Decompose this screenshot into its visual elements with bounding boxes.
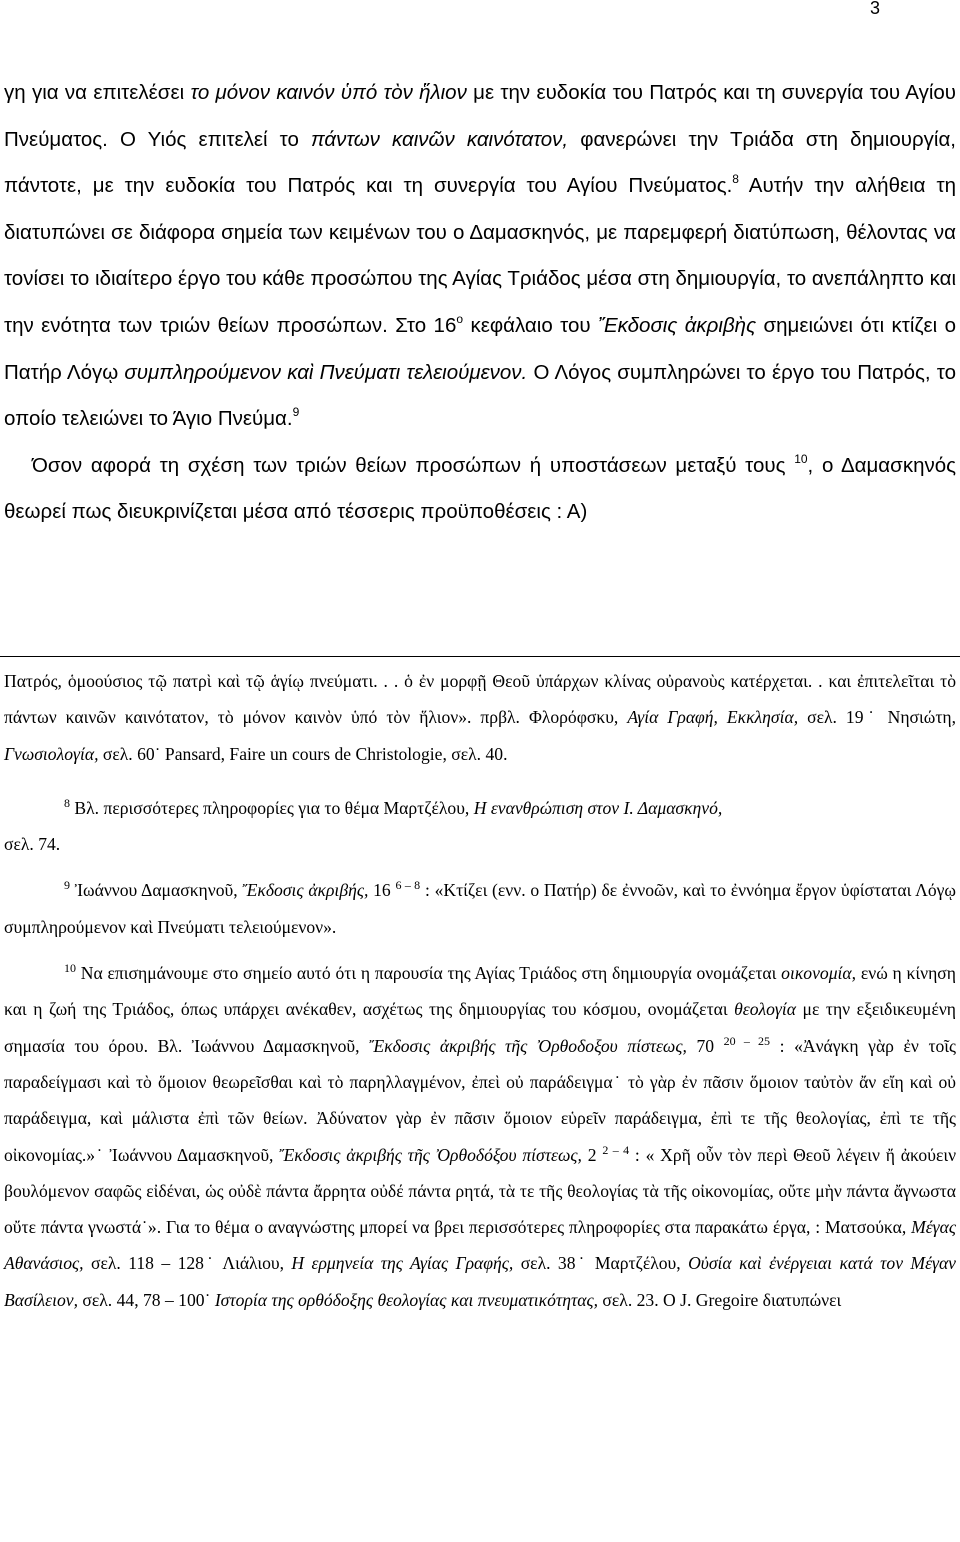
text-run: , ο Δαμασκηνός θεωρεί πως διευκρινίζεται μέσα από τέσσερις προϋποθέσεις : Α) — [4, 453, 956, 524]
text-run: ενώ η κίνηση και η ζωή της Τριάδος, όπως υπάρχει ανέκαθεν, ασχέτως της δημιουργίας του κόσμου, ονομάζεται — [4, 963, 956, 1020]
footnote-number: 10 — [64, 961, 76, 976]
line-range-superscript: 2 – 4 — [602, 1142, 630, 1157]
italic-title: Γνωσιολογία, — [4, 743, 99, 764]
text-run: 2 — [581, 1144, 603, 1165]
footnote-ref-8: 8 — [732, 172, 739, 187]
line-range-superscript: 6 – 8 — [395, 878, 421, 893]
text-run: Βλ. περισσότερες πληροφορίες για το θέμα Μαρτζέλου, — [70, 797, 474, 818]
italic-title: Η ενανθρώπιση στον Ι. Δαμασκηνό, — [473, 797, 723, 818]
text-run: Αυτήν την αλήθεια τη διατυπώνει σε διάφορα σημεία των κειμένων του ο Δαμασκηνός, με παρεμφερή διατύπωση, θέλοντας να τονίσει το ιδιαίτερο έργο του κάθε προσώπου της Αγίας Τριάδος μέσα στη δημιουργία, το ανεπάληπτο και την ενότητα των τριών θείων προσώπων. Στο 16 — [4, 174, 956, 337]
text-run: σελ. 74. — [4, 834, 61, 855]
text-run: σελ. 44, 78 – 100˙ — [78, 1289, 215, 1310]
footnote-10 — [4, 955, 956, 1318]
paragraph — [4, 70, 956, 443]
text-run: γη για να επιτελέσει — [4, 81, 191, 104]
text-run: κεφάλαιο του — [463, 313, 598, 337]
paragraph — [4, 443, 956, 536]
footnote-separator — [0, 656, 960, 657]
text-run: Όσον αφορά τη σχέση των τριών θείων προσώπων ή υποστάσεων μεταξύ τους — [32, 453, 795, 477]
italic-title: Ἔκδοσις ἀκριβὴς — [597, 313, 757, 337]
italic-title: Αγία Γραφή, Εκκλησία, — [627, 707, 799, 728]
text-run: : «Κτίζει (ενν. ο Πατήρ) δε ἐννοῶν, καὶ το ἐννόημα ἔργον ὑφίσταται Λόγῳ συμπληρούμενον καὶ Πνεύματι τελειούμενον». — [4, 880, 957, 937]
text-run: φανερώνει την Τριάδα στη δημιουργία, πάντοτε, με την ευδοκία του Πατρός και τη συνεργία του Αγίου Πνεύματος. — [4, 127, 956, 198]
text-run: 16 — [368, 880, 396, 901]
page-number: 3 — [869, 0, 880, 18]
italic-title: Οὐσία καὶ ἐνέργειαι κατά τον Μέγαν Βασίλειον, — [4, 1253, 956, 1310]
footnote-continuation — [4, 663, 956, 772]
italic-title: Ἔκδοσις ἀκριβής τῆς Ὀρθοδόξου πίστεως, — [279, 1144, 582, 1165]
italic-title: Ἔκδοσις ἀκριβής τῆς Ὀρθοδοξου πίστεως, — [369, 1035, 687, 1056]
text-run: με την εξειδικευμένη σημασία του όρου. Βλ. Ἰωάννου Δαμασκηνοῦ, — [4, 999, 956, 1056]
italic-title: Ἔκδοσις ἀκριβής, — [242, 880, 369, 901]
footnote-ref-9: 9 — [292, 405, 300, 420]
main-text — [4, 70, 956, 536]
spacer — [4, 772, 956, 790]
italic-title: Μέγας Αθανάσιος, — [4, 1217, 956, 1274]
text-run: σελ. 23. Ο J. Gregoire διατυπώνει — [598, 1289, 842, 1310]
text-run: σελ. 60˙ Pansard, Faire un cours de Christologie, σελ. 40. — [98, 743, 508, 764]
text-run: Να επισημάνουμε στο σημείο αυτό ότι η παρουσία της Αγίας Τριάδος στη δημιουργία ονομάζεται — [76, 963, 782, 984]
footnote-8 — [4, 790, 956, 863]
footnote-number: 9 — [64, 878, 70, 893]
text-run: σελ. 118 – 128˙ Λιάλιου, — [83, 1253, 292, 1274]
line-range-superscript: 20 – 25 — [723, 1033, 771, 1048]
footnote-9 — [4, 872, 956, 945]
italic-title: Η ερμηνεία της Αγίας Γραφής, — [291, 1253, 514, 1274]
italic-title: Ιστορία της ορθόδοξης θεολογίας και πνευματικότητας, — [214, 1289, 599, 1310]
text-run: με την ευδοκία του Πατρός και τη συνεργία του Αγίου Πνεύματος. Ο Υιός επιτελεί το — [4, 81, 956, 151]
text-run: Πατρός, ὁμοούσιος τῷ πατρὶ καὶ τῷ ἁγίῳ πνεύματι. . . ὁ ἐν μορφῇ Θεοῦ ὑπάρχων κλίνας οὐρανοὺς κατέρχεται. . και ἐπιτελεῖται τὸ πάντων καινῶν καινότατον, τὸ μόνον καινὸν ὑπό τὸν ἥλιον». πρβλ. Φλορόφσκυ, — [4, 671, 956, 728]
text-run: σελ. 38˙ Μαρτζέλου, — [513, 1253, 689, 1274]
text-run: σελ. 19˙ Νησιώτη, — [798, 707, 956, 728]
italic-quote: συμπληρούμενον καὶ Πνεύματι τελειούμενον. — [124, 360, 528, 384]
text-run: : « Χρῆ οὖν τὸν περὶ Θεοῦ λέγειν ἤ ἀκούειν βουλόμενον σαφῶς εἰδέναι, ὡς οὐδὲ πάντα ἄρρητα οὐδέ πάντα ρητά, τὰ τε τῆς θεολογίας τὰ τῆς οἰκονομίας, οὔτε μὴν πάντα ἄγνωστα οὔτε πάντα γνωστά˙». Για το θέμα ο αναγνώστης μπορεί να βρει περισσότερες πληροφορίες στα παρακάτω έργα, : Ματσούκα, — [4, 1144, 957, 1238]
footnote-ref-10: 10 — [794, 451, 808, 466]
text-run: Ἰωάννου Δαμασκηνοῦ, — [70, 880, 243, 901]
text-run: : «Ἀνάγκη γὰρ ἐν τοῖς παραδείγμασι καὶ τὸ ὅμοιον θεωρεῖσθαι καὶ τὸ παρηλλαγμένον, ἐπεὶ οὐ παράδειγμα˙ τὸ γὰρ ἐν πᾶσιν ὅμοιον ταὐτὸν ἄν εἴη καὶ οὐ παράδειγμα, καὶ μάλιστα ἐπὶ τῶν θείων. Ἀδύνατον γὰρ ἐν πᾶσιν ὅμοιον εὑρεῖν παράδειγμα, ἐπὶ τε τῆς θεολογίας, ἐπὶ τε τῆς οἰκονομίας.»˙ Ἰωάννου Δαμασκηνοῦ, — [4, 1035, 957, 1165]
ordinal-superscript: ο — [456, 311, 464, 326]
footnotes — [4, 663, 956, 1318]
text-run: 70 — [686, 1035, 724, 1056]
text-run: σημειώνει ότι κτίζει ο Πατήρ Λόγῳ — [4, 313, 956, 384]
italic-term: θεολογία — [734, 999, 796, 1020]
footnote-number: 8 — [64, 795, 70, 810]
italic-quote: πάντων καινῶν καινότατον, — [310, 127, 569, 151]
italic-term: οικονομία, — [781, 963, 857, 984]
italic-quote: το μόνον καινόν ὑπό τὸν ἥλιον — [190, 81, 467, 104]
text-run: Ο Λόγος συμπληρώνει το έργο του Πατρός, το οποίο τελειώνει το Άγιο Πνεύμα. — [4, 360, 956, 431]
